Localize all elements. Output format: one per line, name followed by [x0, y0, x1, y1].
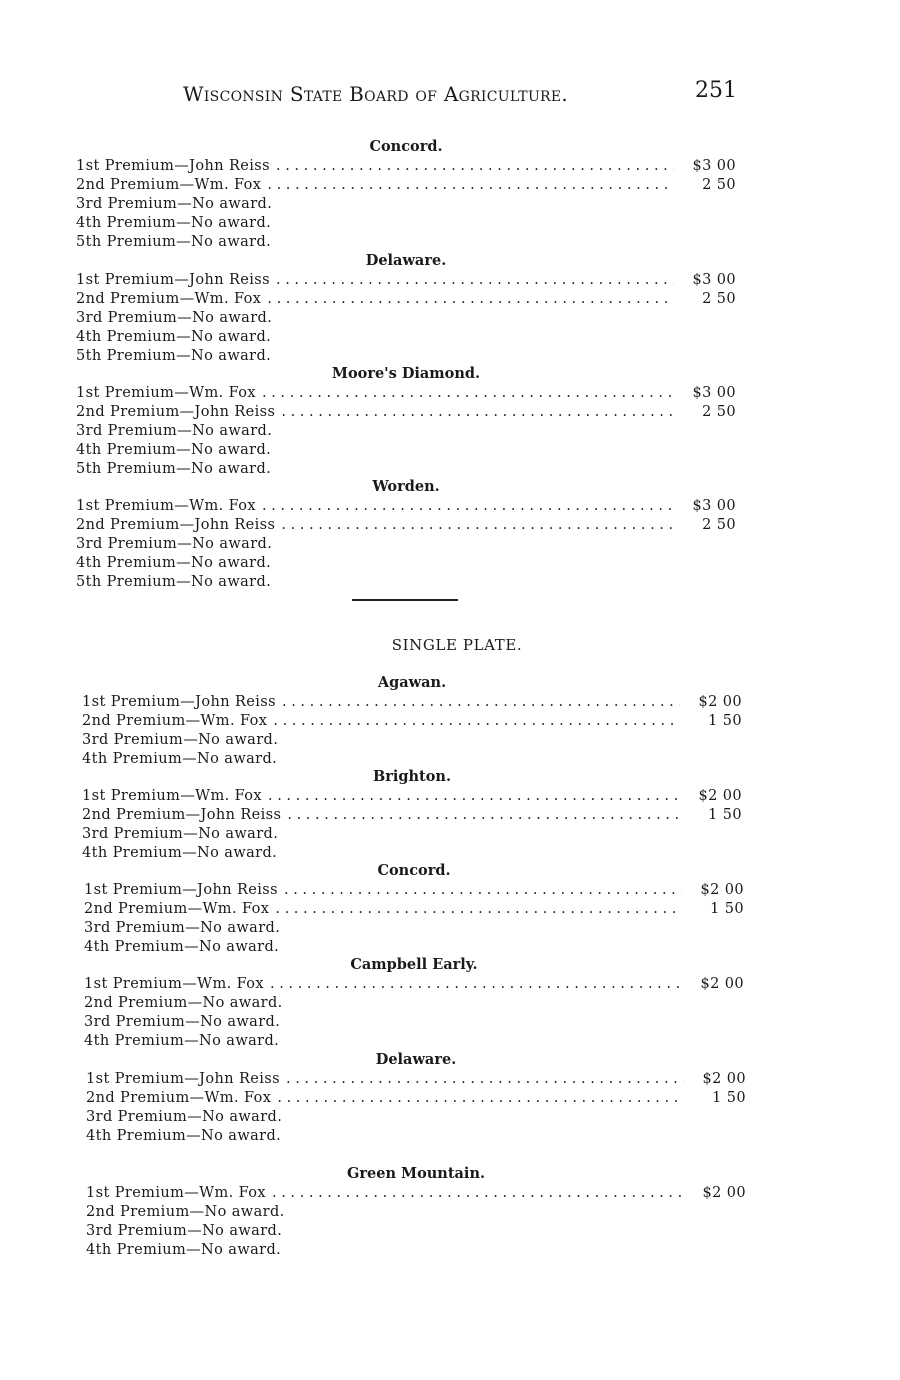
premium-label: 1st Premium—John Reiss	[86, 1071, 280, 1087]
premium-label: 1st Premium—Wm. Fox	[84, 976, 264, 992]
premium-amount: 2 50	[702, 403, 736, 420]
premium-amount: $3 00	[692, 385, 736, 401]
variety-heading: Brighton.	[372, 768, 452, 785]
premium-label: 3rd Premium—No award.	[82, 731, 279, 748]
premium-label: 2nd Premium—John Reiss	[76, 516, 276, 533]
dot-leader	[287, 807, 680, 823]
premium-amount: $2 00	[700, 976, 744, 992]
premium-row	[76, 348, 736, 367]
variety-heading: Delaware.	[375, 1051, 457, 1068]
premium-row	[76, 442, 736, 461]
premium-row	[76, 234, 736, 253]
premium-row	[82, 732, 742, 751]
premium-label: 2nd Premium—No award.	[86, 1203, 285, 1220]
premium-amount: $2 00	[698, 694, 742, 710]
single-plate-title: SINGLE PLATE.	[391, 636, 523, 654]
premium-label: 4th Premium—No award.	[76, 214, 272, 231]
premium-row	[86, 1090, 746, 1109]
premium-row	[84, 901, 744, 920]
page-number: 251	[695, 78, 737, 103]
premium-row	[76, 158, 736, 177]
premium-label: 4th Premium—No award.	[76, 554, 272, 571]
premium-row	[76, 461, 736, 480]
premium-label: 3rd Premium—No award.	[86, 1222, 283, 1239]
premium-row	[86, 1128, 746, 1147]
premium-label: 5th Premium—No award.	[76, 573, 272, 590]
variety-heading: Moore's Diamond.	[331, 365, 481, 382]
premium-label: 2nd Premium—Wm. Fox	[76, 176, 262, 193]
premium-row	[82, 826, 742, 845]
premium-row	[84, 1033, 744, 1052]
premium-label: 5th Premium—No award.	[76, 347, 272, 364]
premium-amount: 2 50	[702, 290, 736, 307]
premium-amount: $2 00	[700, 882, 744, 898]
dot-leader	[276, 158, 674, 174]
premium-row	[86, 1071, 746, 1090]
premium-label: 1st Premium—John Reiss	[76, 158, 270, 174]
premium-row	[82, 807, 742, 826]
premium-label: 1st Premium—Wm. Fox	[86, 1185, 266, 1201]
premium-row	[84, 1014, 744, 1033]
variety-heading: Campbell Early.	[350, 956, 478, 973]
dot-leader	[282, 694, 680, 710]
premium-label: 2nd Premium—Wm. Fox	[82, 712, 268, 729]
premium-label: 1st Premium—John Reiss	[84, 882, 278, 898]
premium-label: 2nd Premium—No award.	[84, 994, 283, 1011]
dot-leader	[281, 517, 674, 533]
variety-heading: Agawan.	[377, 674, 447, 691]
premium-row	[84, 939, 744, 958]
premium-row	[82, 788, 742, 807]
premium-row	[76, 196, 736, 215]
dot-leader	[268, 788, 680, 804]
premium-amount: 1 50	[708, 712, 742, 729]
premium-row	[86, 1223, 746, 1242]
premium-row	[76, 517, 736, 536]
premium-label: 2nd Premium—John Reiss	[82, 806, 282, 823]
premium-label: 2nd Premium—Wm. Fox	[76, 290, 262, 307]
premium-amount: $3 00	[692, 272, 736, 288]
premium-label: 1st Premium—John Reiss	[82, 694, 276, 710]
premium-row	[86, 1185, 746, 1204]
premium-amount: $3 00	[692, 498, 736, 514]
premium-label: 4th Premium—No award.	[82, 750, 278, 767]
premium-row	[84, 882, 744, 901]
premium-label: 4th Premium—No award.	[84, 938, 280, 955]
premium-amount: 1 50	[710, 900, 744, 917]
premium-row	[76, 291, 736, 310]
dot-leader	[270, 976, 682, 992]
premium-row	[82, 713, 742, 732]
premium-label: 5th Premium—No award.	[76, 460, 272, 477]
premium-amount: $2 00	[702, 1071, 746, 1087]
premium-row	[76, 329, 736, 348]
premium-label: 3rd Premium—No award.	[86, 1108, 283, 1125]
dot-leader	[286, 1071, 684, 1087]
premium-row	[84, 976, 744, 995]
premium-label: 3rd Premium—No award.	[76, 195, 273, 212]
premium-label: 2nd Premium—John Reiss	[76, 403, 276, 420]
dot-leader	[273, 713, 680, 729]
premium-label: 3rd Premium—No award.	[82, 825, 279, 842]
premium-row	[76, 215, 736, 234]
premium-row	[76, 310, 736, 329]
premium-label: 4th Premium—No award.	[84, 1032, 280, 1049]
premium-row	[76, 498, 736, 517]
variety-heading: Concord.	[369, 138, 443, 155]
dot-leader	[267, 177, 674, 193]
premium-label: 1st Premium—John Reiss	[76, 272, 270, 288]
premium-row	[76, 555, 736, 574]
premium-row	[82, 845, 742, 864]
premium-label: 2nd Premium—Wm. Fox	[84, 900, 270, 917]
dot-leader	[267, 291, 674, 307]
premium-label: 5th Premium—No award.	[76, 233, 272, 250]
variety-heading: Delaware.	[365, 252, 447, 269]
premium-amount: $2 00	[698, 788, 742, 804]
dot-leader	[262, 385, 674, 401]
premium-row	[76, 404, 736, 423]
premium-amount: 1 50	[712, 1089, 746, 1106]
premium-row	[86, 1242, 746, 1261]
premium-label: 3rd Premium—No award.	[84, 919, 281, 936]
premium-row	[86, 1109, 746, 1128]
variety-heading: Green Mountain.	[346, 1165, 486, 1182]
premium-row	[76, 177, 736, 196]
dot-leader	[281, 404, 674, 420]
premium-row	[76, 574, 736, 593]
premium-row	[82, 694, 742, 713]
premium-row	[82, 751, 742, 770]
premium-row	[84, 920, 744, 939]
dot-leader	[277, 1090, 684, 1106]
premium-row	[84, 995, 744, 1014]
variety-heading: Worden.	[372, 478, 440, 495]
premium-label: 3rd Premium—No award.	[84, 1013, 281, 1030]
premium-label: 3rd Premium—No award.	[76, 309, 273, 326]
premium-label: 4th Premium—No award.	[76, 328, 272, 345]
premium-label: 4th Premium—No award.	[86, 1241, 282, 1258]
premium-amount: 2 50	[702, 516, 736, 533]
premium-label: 4th Premium—No award.	[76, 441, 272, 458]
premium-row	[76, 423, 736, 442]
premium-label: 4th Premium—No award.	[82, 844, 278, 861]
dot-leader	[272, 1185, 684, 1201]
premium-label: 1st Premium—Wm. Fox	[82, 788, 262, 804]
premium-label: 3rd Premium—No award.	[76, 422, 273, 439]
premium-amount: $3 00	[692, 158, 736, 174]
variety-heading: Concord.	[377, 862, 451, 879]
premium-row	[86, 1204, 746, 1223]
premium-label: 4th Premium—No award.	[86, 1127, 282, 1144]
dot-leader	[284, 882, 682, 898]
dot-leader	[275, 901, 682, 917]
premium-amount: 2 50	[702, 176, 736, 193]
premium-label: 1st Premium—Wm. Fox	[76, 385, 256, 401]
premium-label: 3rd Premium—No award.	[76, 535, 273, 552]
premium-row	[76, 272, 736, 291]
premium-label: 2nd Premium—Wm. Fox	[86, 1089, 272, 1106]
premium-amount: $2 00	[702, 1185, 746, 1201]
premium-row	[76, 536, 736, 555]
premium-amount: 1 50	[708, 806, 742, 823]
page-header	[0, 78, 900, 112]
dot-leader	[262, 498, 674, 514]
running-title: Wisconsin State Board of Agriculture.	[183, 82, 569, 106]
dot-leader	[276, 272, 674, 288]
section-divider	[352, 599, 458, 601]
premium-row	[76, 385, 736, 404]
premium-label: 1st Premium—Wm. Fox	[76, 498, 256, 514]
